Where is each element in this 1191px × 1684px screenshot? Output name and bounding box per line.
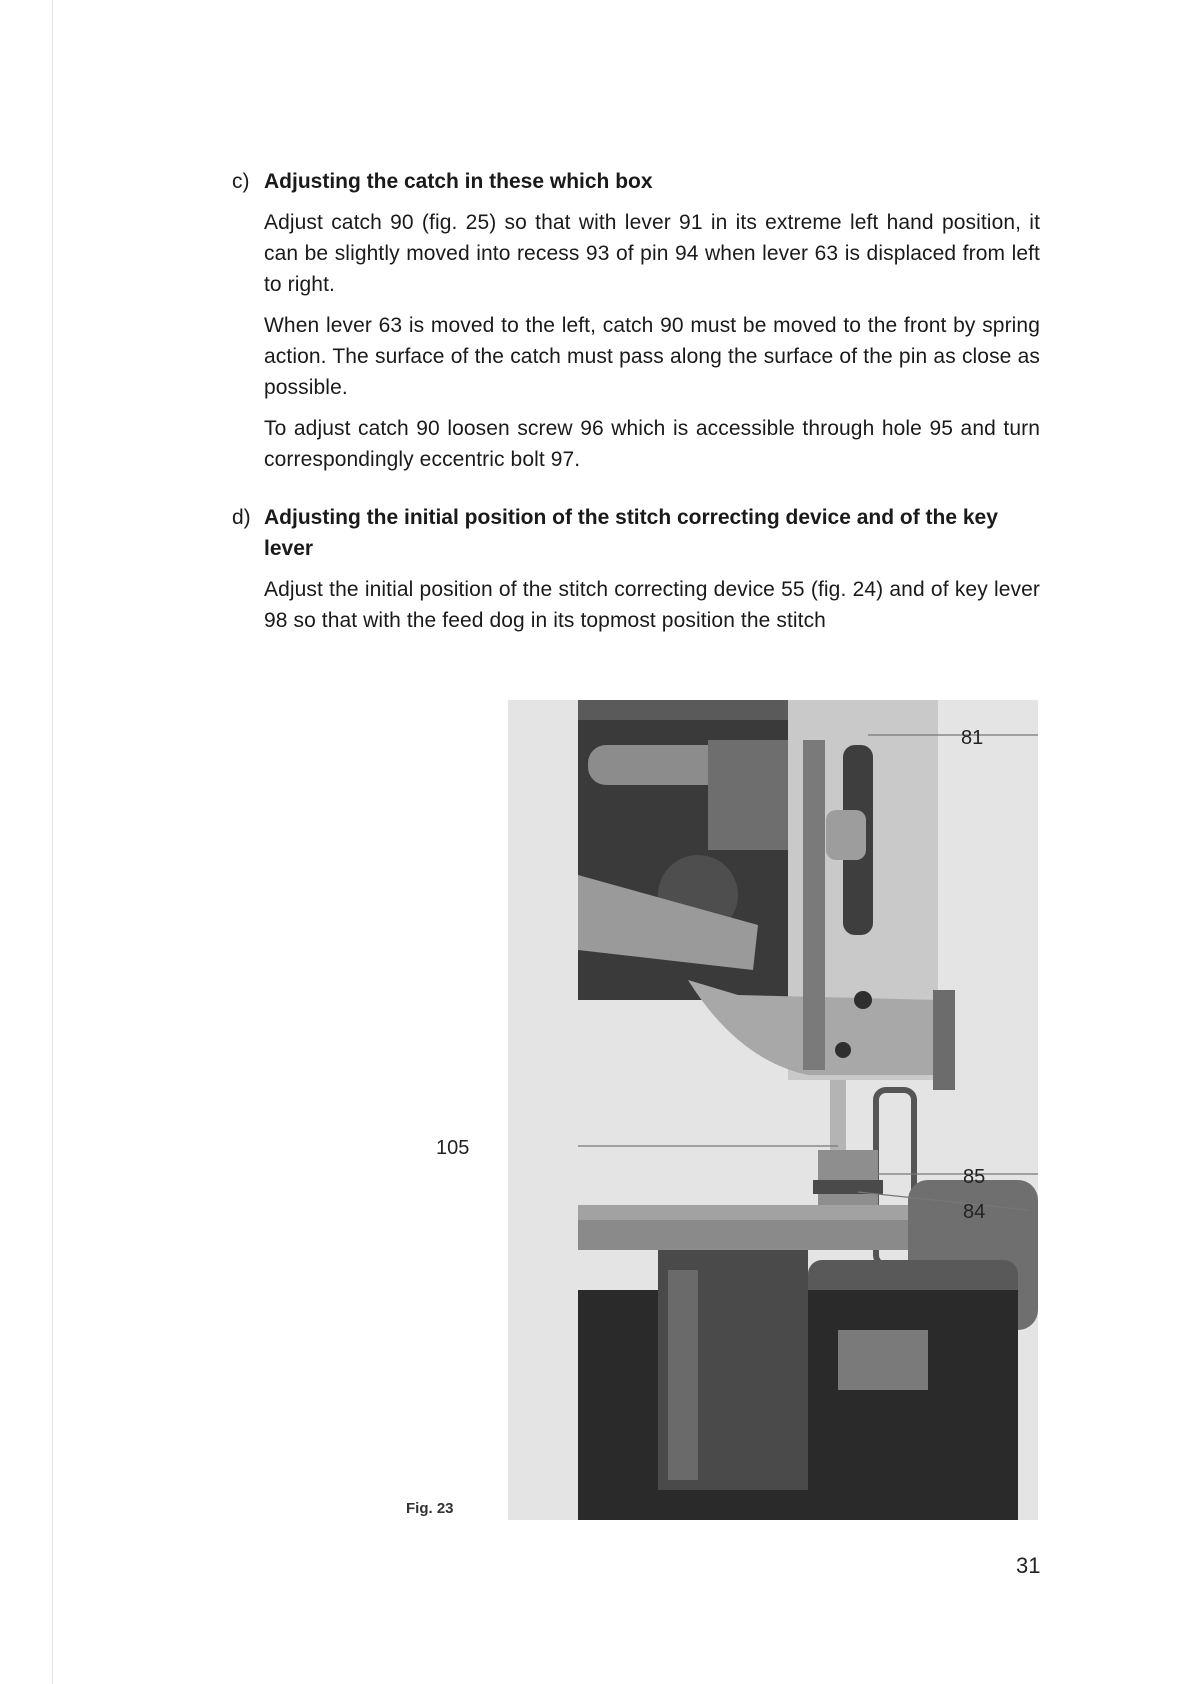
section-c-paragraph-2: When lever 63 is moved to the left, catch 90 must be moved to the front by spring action. The surface of the catch must pass along the surface of the pin as close as possible. <box>264 314 1040 399</box>
figure-caption: Fig. 23 <box>406 1500 454 1517</box>
section-c-heading <box>232 166 1040 197</box>
callout-84: 84 <box>963 1201 986 1223</box>
section-c-paragraph-3: To adjust catch 90 loosen screw 96 which is accessible through hole 95 and turn correspondingly eccentric bolt 97. <box>264 417 1040 471</box>
figure-23 <box>398 700 1073 1535</box>
page-number: 31 <box>1016 1553 1041 1578</box>
callout-81: 81 <box>961 727 984 749</box>
section-c-title: Adjusting the catch in these which box <box>264 170 653 193</box>
sewing-machine-photo <box>508 700 1038 1520</box>
section-c-letter: c) <box>232 170 250 193</box>
section-d <box>232 502 1040 646</box>
section-c <box>232 166 1040 485</box>
section-d-title: Adjusting the initial position of the stitch correcting device and of the key lever <box>264 506 998 560</box>
callout-85: 85 <box>963 1166 986 1188</box>
section-d-heading <box>232 502 1040 564</box>
callout-105: 105 <box>436 1137 470 1159</box>
section-c-paragraph-1: Adjust catch 90 (fig. 25) so that with lever 91 in its extreme left hand position, it can be slightly moved into recess 93 of pin 94 when lever 63 is displaced from left to right. <box>264 211 1040 296</box>
section-d-paragraph-1: Adjust the initial position of the stitch correcting device 55 (fig. 24) and of key lever 98 so that with the feed dog in its topmost position the stitch <box>264 578 1040 632</box>
page-binding-edge <box>52 0 53 1684</box>
section-d-letter: d) <box>232 506 251 529</box>
